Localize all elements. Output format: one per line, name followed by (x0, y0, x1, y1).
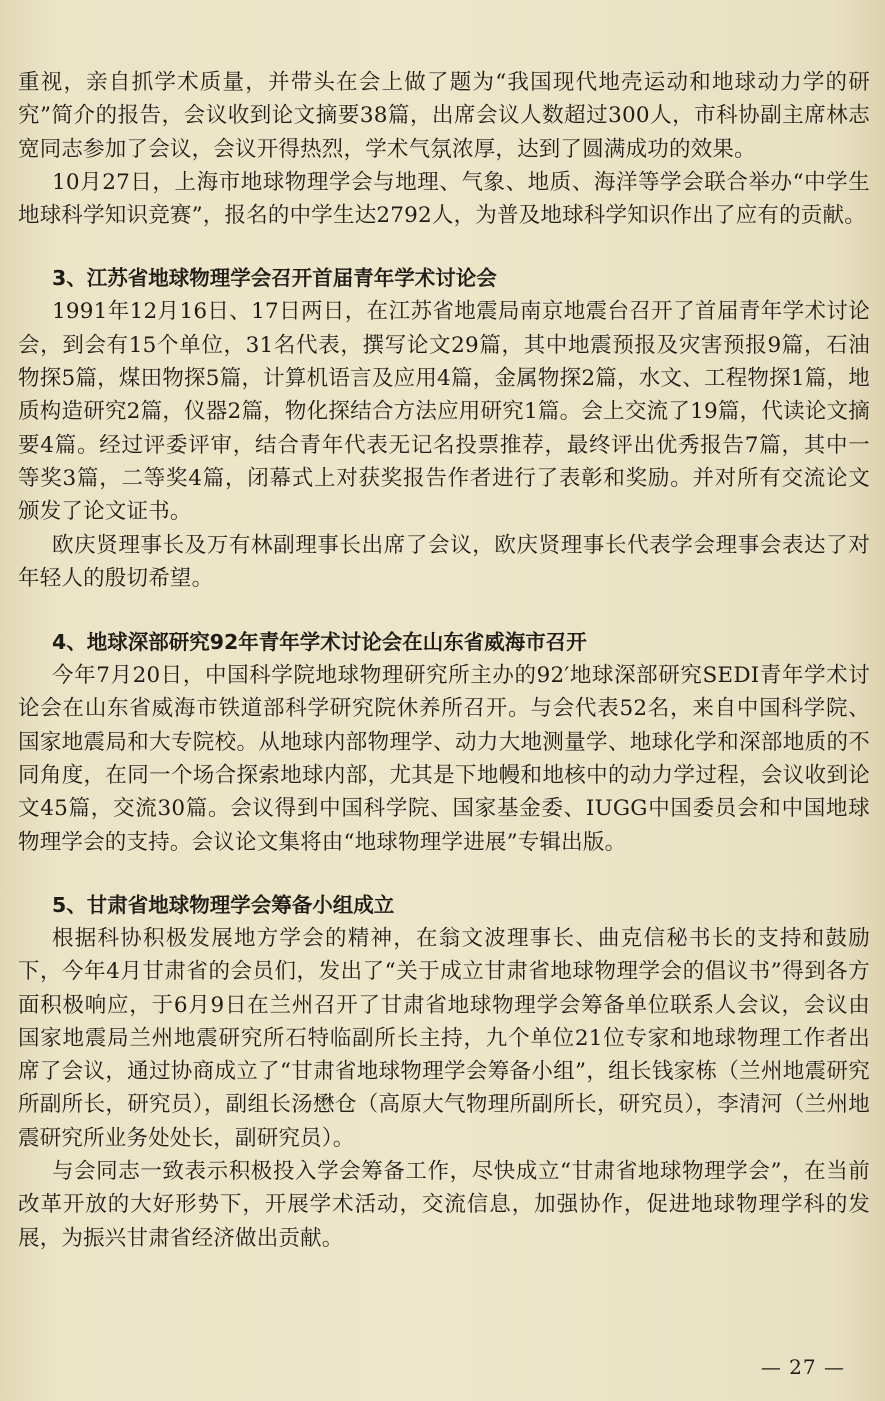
paragraph: 1991年12月16日、17日两日，在江苏省地震局南京地震台召开了首届青年学术讨论会，到会有15个单位，31名代表，撰写论文29篇，其中地震预报及灾害预报9篇，石油物探5篇，煤田物探5篇，计算机语言及应用4篇，金属物探2篇，水文、工程物探1篇，地质构造研究2篇，仪器2篇，物化探结合方法应用研究1篇。会上交流了19篇，代读论文摘要4篇。经过评委评审，结合青年代表无记名投票推荐，最终评出优秀报告7篇，其中一等奖3篇，二等奖4篇，闭幕式上对获奖报告作者进行了表彰和奖励。并对所有交流论文颁发了论文证书。 (18, 299, 870, 525)
paragraph: 根据科协积极发展地方学会的精神，在翁文波理事长、曲克信秘书长的支持和鼓励下，今年4月甘肃省的会员们，发出了“关于成立甘肃省地球物理学会的倡议书”得到各方面积极响应，于6月9日在兰州召开了甘肃省地球物理学会筹备单位联系人会议，会议由国家地震局兰州地震研究所石特临副所长主持，九个单位21位专家和地球物理工作者出席了会议，通过协商成立了“甘肃省地球物理学会筹备小组”，组长钱家栋（兰州地震研究所副所长，研究员），副组长汤懋仓（高原大气物理所副所长，研究员），李清河（兰州地震研究所业务处处长，副研究员）。 (18, 925, 870, 1151)
paragraph: 今年7月20日，中国科学院地球物理研究所主办的92′地球深部研究SEDI青年学术讨论会在山东省威海市铁道部科学研究院休养所召开。与会代表52名，来自中国科学院、国家地震局和大专院校。从地球内部物理学、动力大地测量学、地球化学和深部地质的不同角度，在同一个场合探索地球内部，尤其是下地幔和地核中的动力学过程，会议收到论文45篇，交流30篇。会议得到中国科学院、国家基金委、IUGG中国委员会和中国地球物理学会的支持。会议论文集将由“地球物理学进展”专辑出版。 (18, 663, 870, 855)
paragraph: 欧庆贤理事长及万有林副理事长出席了会议，欧庆贤理事长代表学会理事会表达了对年轻人的殷切希望。 (18, 532, 870, 591)
paragraph: 10月27日，上海市地球物理学会与地理、气象、地质、海洋等学会联合举办“中学生地球科学知识竞赛”，报名的中学生达2792人，为普及地球科学知识作出了应有的贡献。 (18, 169, 870, 229)
section-heading: 3、江苏省地球物理学会召开首届青年学术讨论会 (52, 266, 497, 291)
page-number: — 27 — (760, 1355, 845, 1379)
paragraph: 与会同志一致表示积极投入学会筹备工作，尽快成立“甘肃省地球物理学会”，在当前改革开放的大好形势下，开展学术活动，交流信息，加强协作，促进地球物理学科的发展，为振兴甘肃省经济做出贡献。 (18, 1159, 870, 1251)
paragraph: 重视，亲自抓学术质量，并带头在会上做了题为“我国现代地壳运动和地球动力学的研究”简介的报告，会议收到论文摘要38篇，出席会议人数超过300人，市科协副主席林志宽同志参加了会议，会议开得热烈，学术气氛浓厚，达到了圆满成功的效果。 (18, 70, 870, 162)
page-content (18, 66, 870, 1255)
section-heading: 5、甘肃省地球物理学会筹备小组成立 (52, 892, 395, 917)
section-heading: 4、地球深部研究92年青年学术讨论会在山东省威海市召开 (52, 630, 587, 655)
